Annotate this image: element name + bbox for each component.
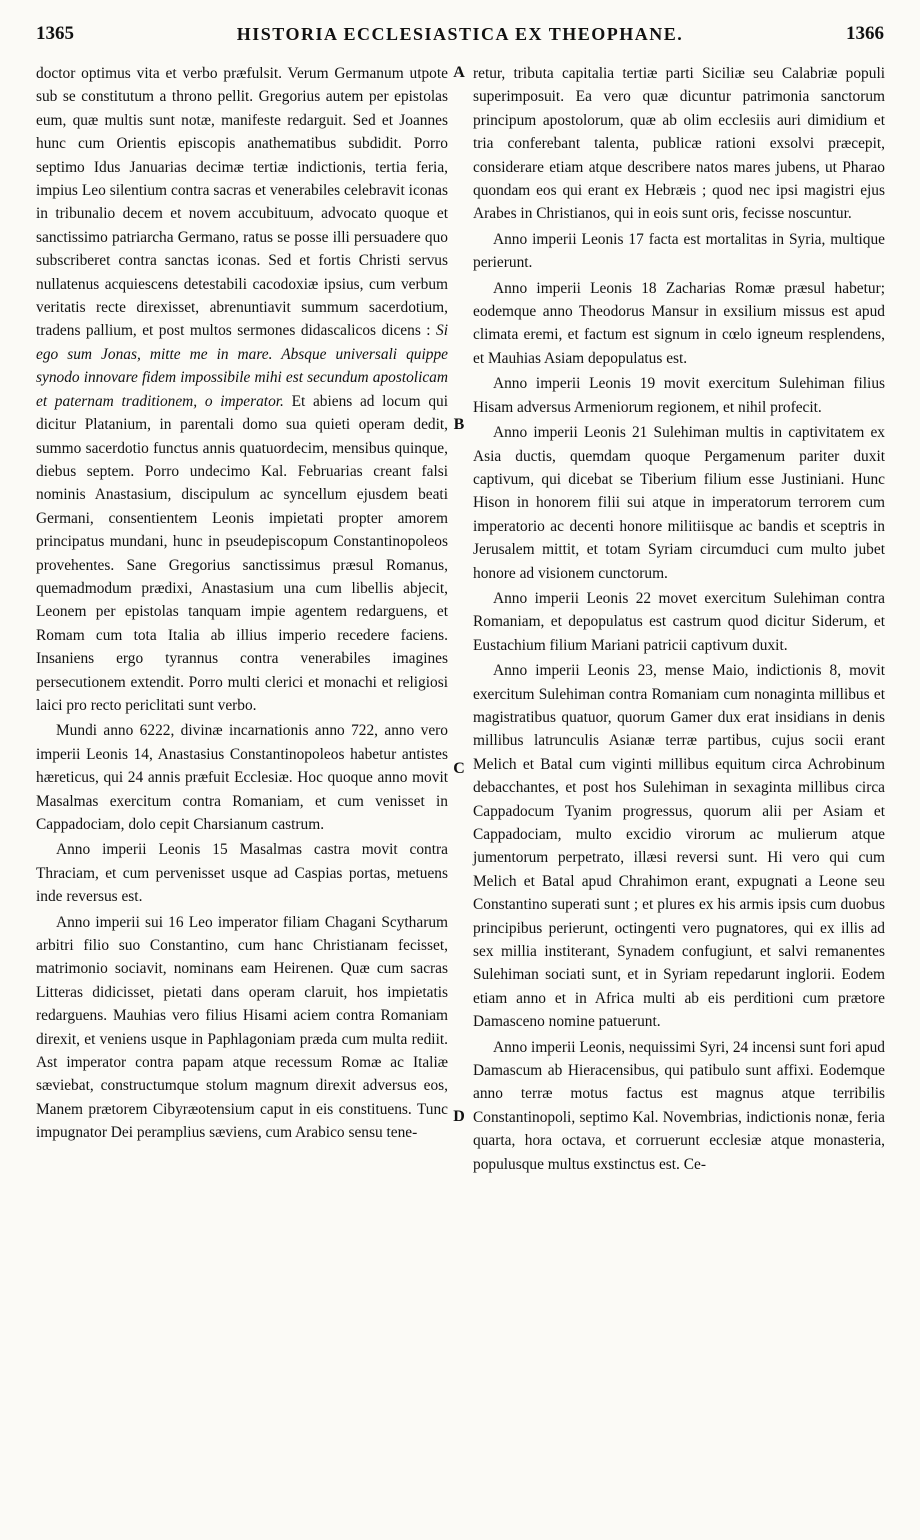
paragraph: Anno imperii Leonis 21 Sulehiman multis in captivitatem ex Asia ductis, quemdam quoque Pergamenum pariter duxit captivum, qui dicebat se Tiberium filium esse Justiniani. Hunc Hison in honorem filii sui atque in imperatorum terrorem cum imperatorio ac decenti honore militiisque ac bandis et sceptris in Jerusalem mittit, et totam Syriam circumduci cum multo jubet honore ad visionem cunctorum. (473, 424, 885, 582)
paragraph: retur, tributa capitalia tertiæ parti Siciliæ seu Calabriæ populi superimposuit. Ea vero quæ dicuntur patrimonia sanctorum principum apostolorum, quæ ab olim ecclesiis auri dimidium et tria conferebant talenta, publicæ rationi exsolvi præcepit, considerare etiam atque describere natos mares jubens, ut Pharao quondam eos qui erant ex Hebræis ; quod nec ipsi magistri ejus Arabes in Christianos, qui in eois sunt oris, fecisse noscuntur. (473, 65, 885, 223)
running-title: HISTORIA ECCLESIASTICA EX THEOPHANE. (236, 23, 684, 44)
paragraph: Anno imperii Leonis 19 movit exercitum Sulehiman filius Hisam adversus Armeniorum regionem, et nihil profecit. (473, 375, 885, 416)
section-marker-d: D (453, 1108, 465, 1125)
paragraph-text: Et abiens ad locum qui dicitur Platanium, in parentali domo sua quieti operam dedit, summo sacerdotio functus annis quatuordecim, mensibus quinque, diebus septem. Porro undecimo Kal. Februarias creant falsi nominis Anastasium, discipulum ac syncellum ejusdem beati Germani, consentientem Leonis impietati propter amorem principatus mundani, hunc in pseudepiscopum Constantinopoleos provehentes. Sane Gregorius sanctissimus præsul Romanus, quemadmodum prædixi, Anastasium una cum libellis abjecit, Leonem per epistolas tanquam impie agentem redarguens, et Romam cum tota Italia ab illius imperio recedere faciens. Insaniens ergo tyrannus contra venerabiles imagines persecutionem extendit. Porro multi clerici et monachi et religiosi laici pro recto periclitati sunt verbo. (36, 392, 448, 714)
quoted-speech: Si ego sum Jonas, mitte me in mare. Absque universali quippe synodo innovare fidem impossibile mihi est secundum apostolicam et paternam traditionem, o imperator. (36, 322, 449, 410)
left-column (36, 62, 448, 1145)
section-marker-b: B (453, 416, 465, 433)
paragraph: Anno imperii Leonis 22 movet exercitum Sulehiman contra Romaniam, et depopulatus est castrum quod dicitur Siderum, et Eustachium filium Mariani patricii captivum duxit. (473, 589, 885, 654)
page-number-left: 1365 (36, 23, 74, 44)
section-marker-c: C (453, 760, 465, 777)
paragraph: Anno imperii Leonis 15 Masalmas castra movit contra Thraciam, et cum pervenisset usque ad Caspias portas, metuens inde reversus est. (36, 841, 448, 906)
paragraph: Anno imperii Leonis, nequissimi Syri, 24 incensi sunt fori apud Damascum ab Hieracensibus, qui patibulo sunt affixi. Eodemque anno terræ motus factus est magnus atque terribilis Constantinopoli, septimo Kal. Novembrias, indictionis nonæ, feria quarta, hora octava, et corruerunt ecclesiæ atque monasteria, populusque multus exstinctus est. Ce- (473, 1038, 885, 1173)
paragraph: Mundi anno 6222, divinæ incarnationis anno 722, anno vero imperii Leonis 14, Anastasius Constantinopoleos habetur antistes hæreticus, qui 24 annis præfuit Ecclesiæ. Hoc quoque anno movit Masalmas exercitum contra Romaniam, et cum venisset in Cappadociam, dolo cepit Charsianum castrum. (36, 722, 448, 833)
paragraph (36, 62, 448, 717)
section-marker-a: A (453, 64, 465, 81)
paragraph: Anno imperii sui 16 Leo imperator filiam Chagani Scytharum arbitri filio suo Constantino, cum hanc Christianam fecisset, matrimonio sociavit, nominans eam Heirenen. Quæ cum sacras Litteras didicisset, pietati dans operam claruit, hos impietatis redarguens. Mauhias vero filius Hisami aciem contra Romaniam direxit, et veniens usque in Paphlagoniam præda cum multa rediit. Ast imperator contra papam atque recessum Romæ ac Italiæ sæviebat, constructumque stolum magnum direxit adversus eos, Manem prætorem Cibyræotensium caput in eis constituens. Tunc impugnator Dei peramplius sæviens, cum Arabico sensu tene- (36, 913, 448, 1142)
paragraph-text: doctor optimus vita et verbo præfulsit. Verum Germanum utpote sub se constitutum a throno pellit. Gregorius autem per epistolas eum, quæ multis sunt notæ, manifeste redarguit. Sed et Joannes hunc cum Orientis episcopis anathematibus subdidit. Porro septimo Idus Januarias decimæ tertiæ indictionis, tertia feria, impius Leo silentium contra sacras et venerabiles celebravit iconas in tribunalio decem et novem accubituum, advocato quoque et sanctissimo patriarcha Germano, ratus se posse illi persuadere quo subscriberet contra sanctas iconas. Sed et fortis Christi servus nullatenus acquiescens detestabili cacodoxiæ ipsius, cum verbum veritatis recte direxisset, abrenuntiavit summum sacerdotium, tradens pallium, et post multos sermones didascalicos dicens : (36, 65, 448, 340)
paragraph: Anno imperii Leonis 23, mense Maio, indictionis 8, movit exercitum Sulehiman contra Romaniam cum nonaginta millibus et magistratibus quatuor, quorum Gamer dux erat insidians in denis millibus latrunculis Asianæ terræ partibus, cujus socii erant Melich et Batal cum viginti millibus equitum circa Achrobinum debacchantes, et post hos Sulehiman in sexaginta millibus circa Cappadocum Tyanim progressus, quorum alii per Asiam et Cappadociam, multo excidio virorum ac mulierum atque jumentorum perpetrato, illæsi reversi sunt. Hi vero qui cum Melich et Batal apud Chrahimon erant, expugnati a Leone seu Constantino superati sunt ; et plures ex his armis ipsis cum duobus principibus perierunt, octingenti vero pugnatores, qui ex illis ad sex millia institerant, Synadem confugiunt, et salvi remanentes Sulehiman sociati sunt, et in Syriam repedarunt inglorii. Eodem etiam anno et in Africa multi ab eis perditioni cum prætore Damasceno nomine patuerunt. (473, 662, 885, 1031)
right-column (473, 62, 885, 1176)
page-number-right: 1366 (846, 23, 884, 44)
page-header (36, 10, 884, 58)
paragraph: Anno imperii Leonis 17 facta est mortalitas in Syria, multique perierunt. (473, 230, 885, 272)
paragraph: Anno imperii Leonis 18 Zacharias Romæ præsul habetur; eodemque anno Theodorus Mansur in exsilium missus est apud climata eremi, et factum est signum in cœlo igneum resplendens, et Mauhias Asiam depopulatus est. (473, 279, 885, 367)
